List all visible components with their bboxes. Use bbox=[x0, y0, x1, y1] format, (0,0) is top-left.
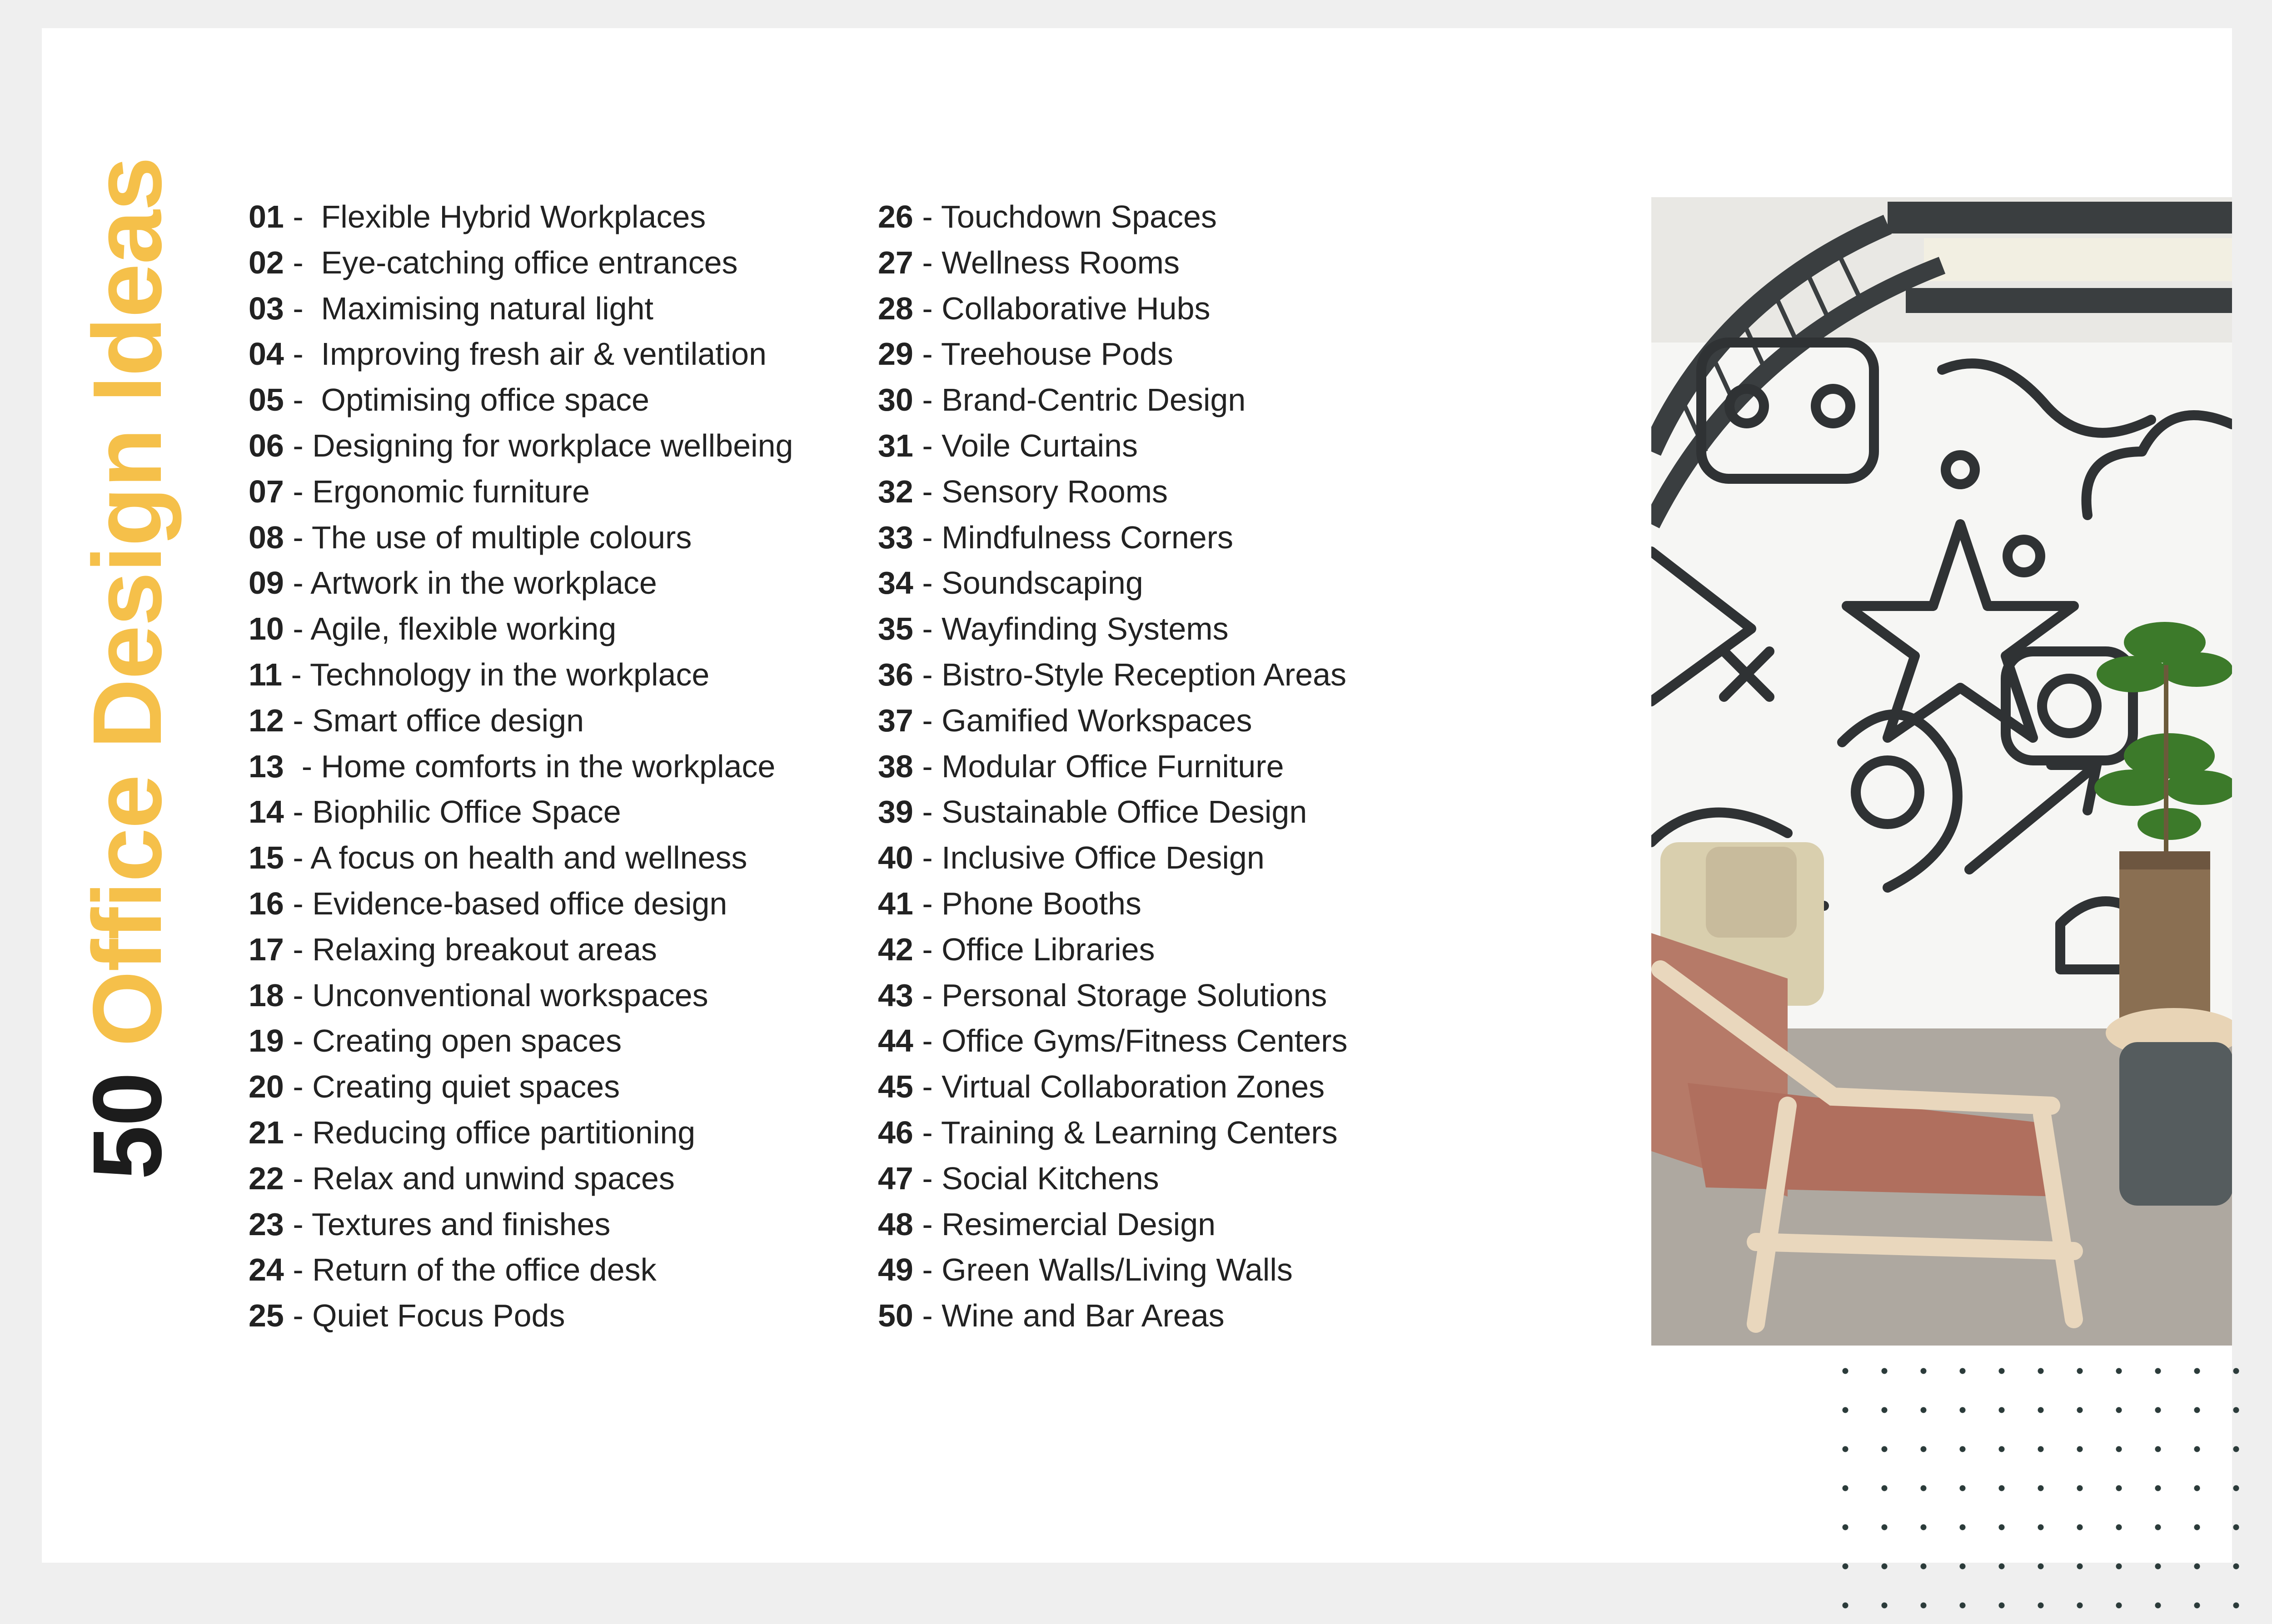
list-item bbox=[249, 606, 793, 652]
item-number: 41 bbox=[878, 885, 913, 921]
item-separator: - bbox=[913, 1160, 942, 1196]
item-separator: - bbox=[913, 1114, 941, 1150]
list-item bbox=[878, 1110, 1347, 1156]
item-separator: - bbox=[913, 290, 942, 326]
item-number: 33 bbox=[878, 519, 913, 555]
item-label: Touchdown Spaces bbox=[941, 199, 1217, 234]
item-separator: - bbox=[284, 1114, 313, 1150]
item-separator: - bbox=[284, 1298, 313, 1334]
item-number: 05 bbox=[249, 382, 284, 418]
item-label: Ergonomic furniture bbox=[312, 473, 590, 509]
item-number: 04 bbox=[249, 336, 284, 372]
item-separator: - bbox=[913, 519, 942, 555]
item-label: Return of the office desk bbox=[312, 1252, 657, 1288]
list-item bbox=[249, 1293, 793, 1339]
item-separator: - bbox=[913, 473, 942, 509]
list-item bbox=[249, 286, 793, 332]
item-label: Quiet Focus Pods bbox=[312, 1298, 565, 1334]
item-label: Relaxing breakout areas bbox=[312, 931, 657, 967]
item-label: Designing for workplace wellbeing bbox=[312, 427, 793, 463]
item-separator: - bbox=[913, 611, 942, 647]
item-label: Textures and finishes bbox=[311, 1206, 611, 1242]
item-number: 50 bbox=[878, 1298, 913, 1334]
item-separator: - bbox=[284, 702, 313, 738]
item-number: 20 bbox=[249, 1069, 284, 1105]
item-label: Home comforts in the workplace bbox=[321, 748, 776, 784]
item-label: Resimercial Design bbox=[942, 1206, 1216, 1242]
item-separator: - bbox=[913, 840, 942, 876]
ideas-list-column-2 bbox=[878, 194, 1347, 1339]
ideas-list-column-1 bbox=[249, 194, 793, 1339]
item-number: 32 bbox=[878, 473, 913, 509]
item-label: Wellness Rooms bbox=[942, 244, 1180, 280]
item-number: 16 bbox=[249, 885, 284, 921]
item-separator: - bbox=[284, 977, 313, 1013]
list-item bbox=[249, 744, 793, 790]
item-number: 31 bbox=[878, 427, 913, 463]
item-number: 12 bbox=[249, 702, 284, 738]
item-separator: - bbox=[913, 382, 942, 418]
item-number: 36 bbox=[878, 656, 913, 692]
item-separator: - bbox=[284, 794, 313, 830]
item-label: Technology in the workplace bbox=[309, 656, 710, 692]
list-item bbox=[878, 744, 1347, 790]
item-number: 21 bbox=[249, 1114, 284, 1150]
list-item bbox=[249, 469, 793, 515]
item-separator: - bbox=[284, 336, 313, 372]
item-separator: - bbox=[913, 336, 941, 372]
list-item bbox=[249, 194, 793, 240]
item-number: 43 bbox=[878, 977, 913, 1013]
list-item bbox=[249, 560, 793, 606]
item-separator: - bbox=[913, 1252, 942, 1288]
item-number: 48 bbox=[878, 1206, 913, 1242]
list-item bbox=[878, 1064, 1347, 1110]
list-item bbox=[878, 1293, 1347, 1339]
item-separator: - bbox=[913, 1206, 942, 1242]
item-separator: - bbox=[284, 1023, 313, 1059]
item-number: 42 bbox=[878, 931, 913, 967]
item-separator: - bbox=[913, 427, 942, 463]
list-item bbox=[878, 652, 1347, 698]
item-label: Sensory Rooms bbox=[942, 473, 1168, 509]
item-separator: - bbox=[913, 1069, 942, 1105]
item-label: Office Gyms/Fitness Centers bbox=[942, 1023, 1348, 1059]
item-separator: - bbox=[284, 885, 313, 921]
list-item bbox=[878, 423, 1347, 469]
item-separator: - bbox=[284, 199, 313, 234]
list-item bbox=[878, 1018, 1347, 1064]
item-label: Unconventional workspaces bbox=[312, 977, 708, 1013]
item-label: Mindfulness Corners bbox=[942, 519, 1234, 555]
list-item bbox=[878, 606, 1347, 652]
item-number: 30 bbox=[878, 382, 913, 418]
item-label: Improving fresh air & ventilation bbox=[312, 336, 767, 372]
list-item bbox=[249, 927, 793, 973]
item-label: Brand-Centric Design bbox=[942, 382, 1246, 418]
item-label: The use of multiple colours bbox=[311, 519, 692, 555]
list-item bbox=[878, 377, 1347, 423]
list-item bbox=[878, 286, 1347, 332]
item-label: Virtual Collaboration Zones bbox=[942, 1069, 1325, 1105]
item-label: Wayfinding Systems bbox=[942, 611, 1229, 647]
list-item bbox=[878, 515, 1347, 561]
item-label: Flexible Hybrid Workplaces bbox=[312, 199, 706, 234]
list-item bbox=[249, 652, 793, 698]
item-separator: - bbox=[913, 977, 942, 1013]
item-number: 49 bbox=[878, 1252, 913, 1288]
item-separator: - bbox=[284, 1069, 313, 1105]
item-number: 09 bbox=[249, 565, 284, 601]
item-number: 07 bbox=[249, 473, 284, 509]
item-label: Evidence-based office design bbox=[312, 885, 727, 921]
item-separator: - bbox=[284, 473, 313, 509]
item-separator: - bbox=[913, 702, 942, 738]
page bbox=[42, 28, 2232, 1563]
item-label: Relax and unwind spaces bbox=[312, 1160, 675, 1196]
item-number: 02 bbox=[249, 244, 284, 280]
item-separator: - bbox=[284, 290, 313, 326]
item-number: 11 bbox=[249, 656, 282, 692]
item-number: 28 bbox=[878, 290, 913, 326]
item-number: 10 bbox=[249, 611, 284, 647]
item-label: Creating open spaces bbox=[312, 1023, 622, 1059]
list-item bbox=[249, 240, 793, 286]
item-number: 03 bbox=[249, 290, 284, 326]
item-label: Personal Storage Solutions bbox=[942, 977, 1327, 1013]
item-separator: - bbox=[284, 1160, 313, 1196]
item-label: Optimising office space bbox=[312, 382, 649, 418]
list-item bbox=[249, 1110, 793, 1156]
dot-pattern bbox=[1826, 1351, 2272, 1624]
item-number: 22 bbox=[249, 1160, 284, 1196]
item-number: 38 bbox=[878, 748, 913, 784]
list-item bbox=[878, 1156, 1347, 1202]
item-separator: - bbox=[282, 656, 310, 692]
page-title bbox=[72, 157, 182, 1180]
list-item bbox=[249, 881, 793, 927]
list-item bbox=[249, 789, 793, 835]
list-item bbox=[249, 1202, 793, 1247]
list-item bbox=[249, 973, 793, 1018]
item-separator: - bbox=[284, 244, 313, 280]
item-separator: - bbox=[284, 840, 311, 876]
item-label: Inclusive Office Design bbox=[942, 840, 1265, 876]
item-number: 17 bbox=[249, 931, 284, 967]
item-number: 34 bbox=[878, 565, 913, 601]
item-label: Smart office design bbox=[312, 702, 584, 738]
item-number: 01 bbox=[249, 199, 284, 234]
list-item bbox=[878, 469, 1347, 515]
item-number: 06 bbox=[249, 427, 284, 463]
list-item bbox=[878, 1202, 1347, 1247]
item-label: Phone Booths bbox=[942, 885, 1141, 921]
list-item bbox=[878, 881, 1347, 927]
item-separator: - bbox=[913, 199, 941, 234]
item-label: Agile, flexible working bbox=[310, 611, 617, 647]
item-separator: - bbox=[284, 427, 313, 463]
list-item bbox=[878, 560, 1347, 606]
item-label: Maximising natural light bbox=[312, 290, 653, 326]
list-item bbox=[878, 973, 1347, 1018]
list-item bbox=[249, 1018, 793, 1064]
item-label: Creating quiet spaces bbox=[312, 1069, 620, 1105]
item-number: 46 bbox=[878, 1114, 913, 1150]
item-separator: - bbox=[913, 748, 942, 784]
item-label: Biophilic Office Space bbox=[312, 794, 621, 830]
list-item bbox=[249, 698, 793, 744]
list-item bbox=[878, 1247, 1347, 1293]
item-separator: - bbox=[913, 1023, 942, 1059]
item-separator: - bbox=[284, 611, 311, 647]
list-item bbox=[249, 331, 793, 377]
list-item bbox=[249, 835, 793, 881]
list-item bbox=[878, 240, 1347, 286]
office-lounge-photo bbox=[1651, 197, 2232, 1346]
item-label: Sustainable Office Design bbox=[942, 794, 1307, 830]
item-separator: - bbox=[913, 565, 942, 601]
item-separator: - bbox=[284, 1252, 313, 1288]
item-separator: - bbox=[284, 519, 312, 555]
item-label: Soundscaping bbox=[942, 565, 1143, 601]
list-item bbox=[878, 194, 1347, 240]
item-number: 23 bbox=[249, 1206, 284, 1242]
item-number: 19 bbox=[249, 1023, 284, 1059]
item-label: Artwork in the workplace bbox=[310, 565, 657, 601]
list-item bbox=[249, 377, 793, 423]
item-separator: - bbox=[913, 1298, 942, 1334]
list-item bbox=[249, 423, 793, 469]
item-number: 27 bbox=[878, 244, 913, 280]
item-number: 26 bbox=[878, 199, 913, 234]
item-separator: - bbox=[284, 565, 311, 601]
item-label: Voile Curtains bbox=[942, 427, 1138, 463]
item-label: Treehouse Pods bbox=[941, 336, 1173, 372]
item-number: 39 bbox=[878, 794, 913, 830]
item-separator: - bbox=[913, 656, 942, 692]
list-item bbox=[249, 1247, 793, 1293]
item-separator: - bbox=[913, 931, 942, 967]
list-item bbox=[878, 789, 1347, 835]
item-label: Eye-catching office entrances bbox=[312, 244, 738, 280]
item-number: 45 bbox=[878, 1069, 913, 1105]
item-number: 15 bbox=[249, 840, 284, 876]
item-label: A focus on health and wellness bbox=[310, 840, 747, 876]
item-number: 18 bbox=[249, 977, 284, 1013]
item-number: 37 bbox=[878, 702, 913, 738]
item-number: 08 bbox=[249, 519, 284, 555]
item-number: 29 bbox=[878, 336, 913, 372]
list-item bbox=[878, 698, 1347, 744]
item-label: Social Kitchens bbox=[942, 1160, 1159, 1196]
list-item bbox=[249, 1064, 793, 1110]
office-lounge-illustration bbox=[1651, 197, 2232, 1346]
item-number: 35 bbox=[878, 611, 913, 647]
item-label: Training & Learning Centers bbox=[941, 1114, 1338, 1150]
item-number: 14 bbox=[249, 794, 284, 830]
item-separator: - bbox=[284, 931, 313, 967]
item-label: Reducing office partitioning bbox=[312, 1114, 696, 1150]
item-separator: - bbox=[913, 885, 942, 921]
title-text: Office Design Ideas bbox=[72, 157, 182, 1073]
item-number: 25 bbox=[249, 1298, 284, 1334]
list-item bbox=[878, 331, 1347, 377]
item-separator: - bbox=[913, 244, 942, 280]
item-label: Modular Office Furniture bbox=[942, 748, 1284, 784]
list-item bbox=[878, 927, 1347, 973]
list-item bbox=[249, 1156, 793, 1202]
item-number: 13 bbox=[249, 748, 284, 784]
item-separator: - bbox=[284, 382, 313, 418]
list-item bbox=[878, 835, 1347, 881]
item-label: Bistro-Style Reception Areas bbox=[942, 656, 1347, 692]
item-number: 47 bbox=[878, 1160, 913, 1196]
list-item bbox=[249, 515, 793, 561]
item-separator: - bbox=[284, 1206, 312, 1242]
item-label: Green Walls/Living Walls bbox=[942, 1252, 1293, 1288]
item-separator: - bbox=[913, 794, 942, 830]
item-number: 44 bbox=[878, 1023, 913, 1059]
item-number: 24 bbox=[249, 1252, 284, 1288]
item-label: Gamified Workspaces bbox=[942, 702, 1252, 738]
title-number: 50 bbox=[72, 1073, 182, 1180]
item-label: Collaborative Hubs bbox=[942, 290, 1211, 326]
item-label: Wine and Bar Areas bbox=[942, 1298, 1225, 1334]
item-number: 40 bbox=[878, 840, 913, 876]
item-separator: - bbox=[284, 748, 321, 784]
item-label: Office Libraries bbox=[942, 931, 1155, 967]
